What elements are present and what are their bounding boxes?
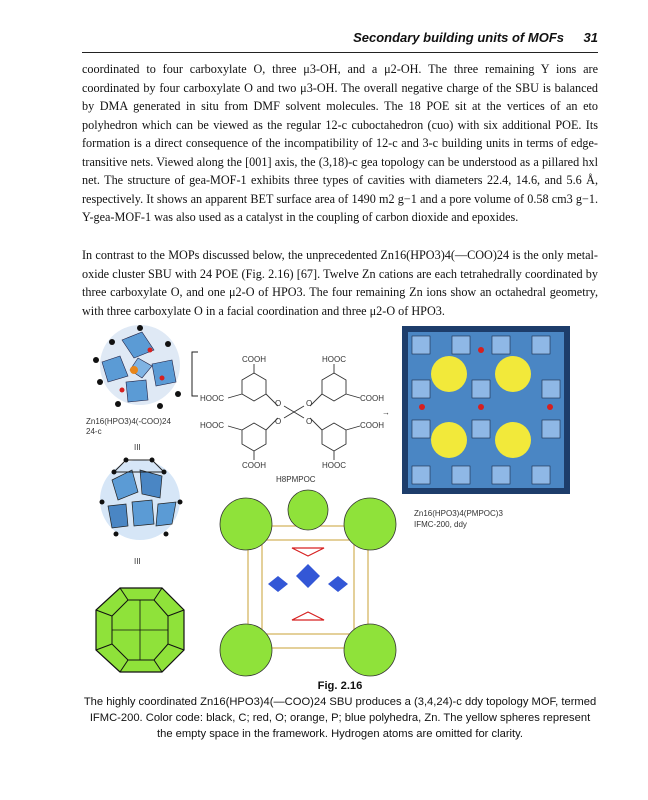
body-paragraph-2: In contrast to the MOPs discussed below, the unprecedented Zn16(HPO3)4(—COO)24 is the only metal-oxide cluster SBU with 24 POE (Fig. 2.16) [67]. Twelve Zn cations are each tetrahedrally coordinated by three carboxylate O, and one μ2-O of HPO3. The four remaining Zn ions show an octahedral geometry, with three carboxylate O in a facial coordination and three μ2-O of HPO3. bbox=[82, 248, 598, 318]
running-header-title: Secondary building units of MOFs bbox=[353, 30, 564, 45]
linker-oxygen-4: O bbox=[306, 417, 313, 426]
linker-group-4: COOH bbox=[360, 394, 384, 403]
figure-label: Fig. 2.16 bbox=[317, 680, 363, 692]
framework-label-topology: IFMC-200, ddy bbox=[414, 520, 467, 529]
framework-label-formula: Zn16(HPO3)4(PMPOC)3 bbox=[414, 509, 503, 518]
topology-polyhedron bbox=[96, 588, 184, 672]
equivalence-symbol-2: III bbox=[134, 557, 141, 566]
linker-group-1: COOH bbox=[242, 355, 266, 364]
linker-group-5: HOOC bbox=[200, 421, 224, 430]
bracket bbox=[192, 352, 198, 396]
caption-text: The highly coordinated Zn16(HPO3)4(—COO)24 SBU produces a (3,4,24)-c ddy topology MOF, termed IFMC-200. Color code: black, C; red, O; orange, P; blue polyhedra, Zn. The yellow spheres represent the empty space in the framework. Hydrogen atoms are omitted for clarity. bbox=[83, 696, 597, 740]
cluster-label-formula: Zn16(HPO3)4(-COO)24 bbox=[86, 417, 171, 426]
reaction-arrow: → bbox=[382, 408, 390, 417]
figure-2-16 bbox=[82, 320, 598, 680]
linker-group-2: HOOC bbox=[322, 355, 346, 364]
cluster-label-connectivity: 24-c bbox=[86, 427, 102, 436]
linker-structure bbox=[228, 364, 360, 460]
linker-oxygen-3: O bbox=[275, 417, 282, 426]
sbu-polyhedral-model bbox=[100, 458, 183, 541]
linker-group-6: COOH bbox=[360, 421, 384, 430]
sbu-cluster-model bbox=[93, 325, 181, 409]
linker-group-7: COOH bbox=[242, 461, 266, 470]
page-number: 31 bbox=[583, 30, 598, 45]
running-header bbox=[82, 26, 598, 53]
ddy-topology-cage bbox=[220, 490, 396, 676]
figure-caption bbox=[82, 678, 598, 742]
framework-packing bbox=[402, 326, 570, 494]
linker-name: H8PMPOC bbox=[276, 475, 316, 484]
equivalence-symbol-1: III bbox=[134, 443, 141, 452]
linker-oxygen-1: O bbox=[275, 399, 282, 408]
linker-oxygen-2: O bbox=[306, 399, 313, 408]
linker-group-8: HOOC bbox=[322, 461, 346, 470]
linker-group-3: HOOC bbox=[200, 394, 224, 403]
figure-artwork bbox=[82, 320, 598, 680]
body-paragraph-1: coordinated to four carboxylate O, three μ3-OH, and a μ2-OH. The three remaining Y ions are coordinated by four carboxylate O and two μ3-OH. The overall negative charge of the SBU is balanced by DMA generated in situ from DMF solvent molecules. The 18 POE sit at the vertices of an eto polyhedron which can be viewed as the regular 12-c cuboctahedron (cuo) with six additional POE. Its formation is a direct consequence of the incompatibility of 12-c and 3-c building units in terms of edge-transitive nets. Viewed along the [001] axis, the (3,18)-c gea topology can be understood as a pillared hxl net. The structure of gea-MOF-1 exhibits three types of cavities with diameters 22.4, 14.6, and 5.6 Å, respectively. It shows an apparent BET surface area of 1490 m2 g−1 and a pore volume of 0.58 cm3 g−1. Y-gea-MOF-1 was also used as a catalyst in the coupling of carbon dioxide and epoxides. bbox=[82, 62, 598, 224]
